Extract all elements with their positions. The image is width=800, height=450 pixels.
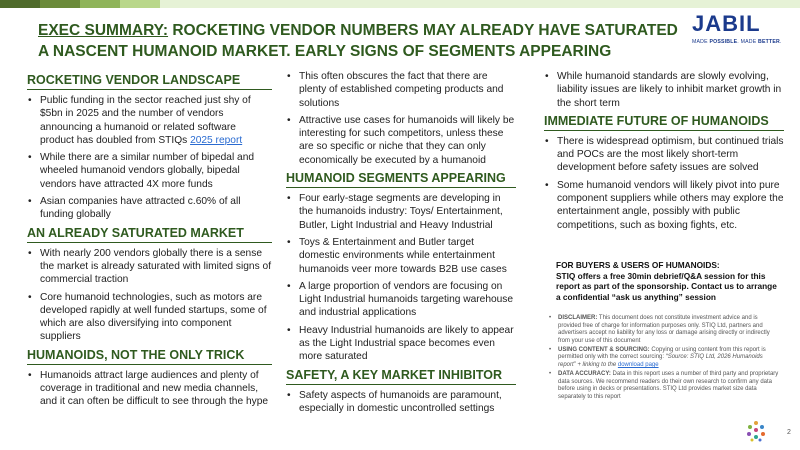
bullet-nearly-200-vendors: • With nearly 200 vendors globally there is a sense the market is already saturated with limited signs of commercial traction — [27, 247, 272, 287]
page-title — [38, 20, 678, 62]
bullet-bipedal-wheeled: • While there are a similar number of bipedal and wheeled humanoid vendors globally, bipedal vendors have attracted 4X more funds — [27, 151, 272, 191]
buyer-callout — [556, 260, 781, 302]
title-lead: EXEC SUMMARY: — [38, 22, 169, 39]
column-1 — [27, 70, 272, 413]
buyer-callout-text: STIQ offers a free 30min debrief/Q&A session for this report as part of the sponsorship. Contact us to arrange a confidential “ask us anything” session — [556, 270, 777, 302]
bullet-vendor-pivot: • Some humanoid vendors will likely pivot into pure component suppliers while others may explore the entertainment angle, possibly with public competitions, such as boxing fights, etc. — [544, 179, 784, 232]
stiq-logo-icon — [745, 420, 767, 442]
title-rest: ROCKETING VENDOR NUMBERS MAY ALREADY HAVE SATURATED A NASCENT HUMANOID MARKET. EARLY SIGNS OF SEGMENTS APPEARING — [38, 22, 678, 60]
bullet-four-segments: • Four early-stage segments are developing in the humanoids industry: Toys/ Entertainment, Butler, Light Industrial and Heavy Industrial — [286, 192, 516, 232]
bullet-widespread-optimism: • There is widespread optimism, but continued trials and POCs are the most likely short-term development before safety issues are solved — [544, 135, 784, 175]
data-accuracy-item: • DATA ACCURACY: Data in this report uses a number of third party and proprietary data sources. We recommend readers do their own research to confirm any data before using in decks or presentations. STIQ Ltd provides market size data separately to this report — [548, 371, 780, 401]
disclaimer-block — [548, 315, 780, 403]
bullet-standards-evolving: • While humanoid standards are slowly evolving, liability issues are likely to inhibit market growth in the short term — [544, 70, 784, 110]
report-2025-link[interactable]: 2025 report — [190, 134, 243, 146]
bullet-media-hype: • Humanoids attract large audiences and plenty of coverage in traditional and new media channels, and it can often be difficult to see through the hype — [27, 369, 272, 409]
download-page-link[interactable]: download page — [617, 362, 659, 369]
logo-tagline: MADE POSSIBLE. MADE BETTER. — [692, 39, 782, 45]
bullet-safety-aspects: • Safety aspects of humanoids are paramount, especially in domestic uncontrolled settings — [286, 389, 516, 416]
heading-rocketing-vendor-landscape: ROCKETING VENDOR LANDSCAPE — [27, 73, 272, 90]
page-number: 2 — [787, 429, 791, 436]
column-3 — [544, 70, 784, 236]
bullet-attractive-use-cases: • Attractive use cases for humanoids will likely be interesting for such competitors, unless these are so specific or niche that they can only economically be executed by a humanoid — [286, 114, 516, 167]
bullet-toys-butler: • Toys & Entertainment and Butler target domestic environments while entertainment humanoids veer more towards B2B use cases — [286, 236, 516, 276]
top-color-bar — [0, 0, 800, 8]
disclaimer-item: • DISCLAIMER: This document does not constitute investment advice and is provided free of charge for information purposes only. STIQ Ltd, partners and advertisers accept no liability for any loss or damage arising directly or indirectly from your use of this document — [548, 315, 780, 345]
heading-immediate-future: IMMEDIATE FUTURE OF HUMANOIDS — [544, 114, 784, 131]
bullet-competing-products: • This often obscures the fact that there are plenty of established competing products and solutions — [286, 70, 516, 110]
heading-already-saturated-market: AN ALREADY SATURATED MARKET — [27, 226, 272, 243]
sourcing-item: • USING CONTENT & SOURCING: Copying or using content from this report is permitted only with the correct sourcing: “Source: STIQ Ltd, 2026 Humanoids report” + linking to the download page — [548, 347, 780, 370]
buyer-callout-heading: FOR BUYERS & USERS OF HUMANOIDS: — [556, 260, 720, 270]
jabil-logo — [692, 12, 792, 45]
column-2 — [286, 70, 516, 419]
heading-safety-inhibitor: SAFETY, A KEY MARKET INHIBITOR — [286, 368, 516, 385]
logo-wordmark: JABIL — [692, 11, 761, 36]
heading-not-the-only-trick: HUMANOIDS, NOT THE ONLY TRICK — [27, 348, 272, 365]
bullet-public-funding: • Public funding in the sector reached just shy of $5bn in 2025 and the number of vendors announcing a humanoid or related software product has doubled from STIQs 2025 report — [27, 94, 272, 147]
bullet-asian-funding: • Asian companies have attracted c.60% of all funding globally — [27, 195, 272, 222]
heading-segments-appearing: HUMANOID SEGMENTS APPEARING — [286, 171, 516, 188]
bullet-core-technologies: • Core humanoid technologies, such as motors are developed rapidly at well funded startups, some of which are also diversifying into component suppliers — [27, 291, 272, 344]
bullet-heavy-industrial: • Heavy Industrial humanoids are likely to appear as the Light Industrial space becomes even more saturated — [286, 324, 516, 364]
bullet-light-industrial: • A large proportion of vendors are focusing on Light Industrial humanoids targeting warehouse and industrial applications — [286, 280, 516, 320]
